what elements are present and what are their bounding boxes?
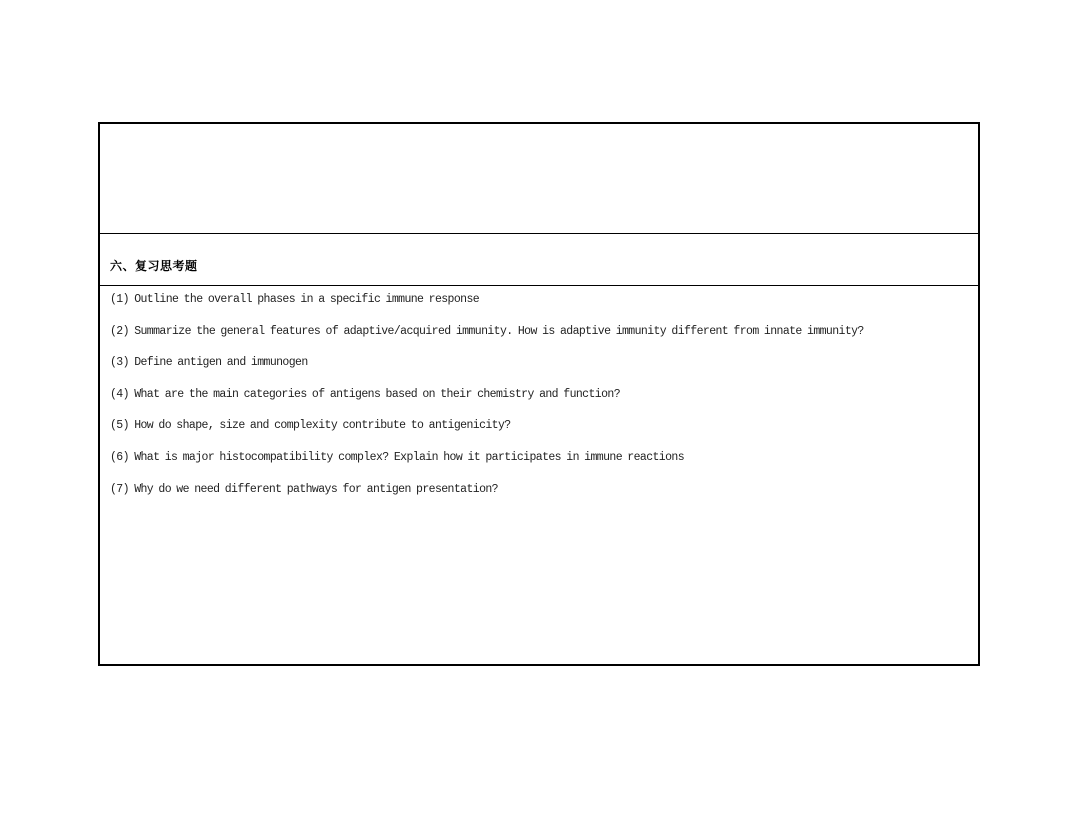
review-question-5: (5) How do shape, size and complexity contribute to antigenicity?	[110, 419, 511, 433]
section-heading-row	[100, 234, 978, 286]
blank-table-cell	[100, 124, 978, 234]
section-heading: 六、复习思考题	[110, 259, 198, 273]
document-table	[98, 122, 980, 666]
review-question-7: (7) Why do we need different pathways for antigen presentation?	[110, 482, 498, 496]
review-question-3: (3) Define antigen and immunogen	[110, 356, 308, 370]
review-question-2: (2) Summarize the general features of adaptive/acquired immunity. How is adaptive immunity different from innate immunity?	[110, 324, 864, 338]
review-question-list	[110, 292, 968, 513]
review-question-6: (6) What is major histocompatibility complex? Explain how it participates in immune reactions	[110, 450, 685, 464]
review-question-4: (4) What are the main categories of antigens based on their chemistry and function?	[110, 387, 620, 401]
review-question-1: (1) Outline the overall phases in a specific immune response	[110, 293, 480, 306]
